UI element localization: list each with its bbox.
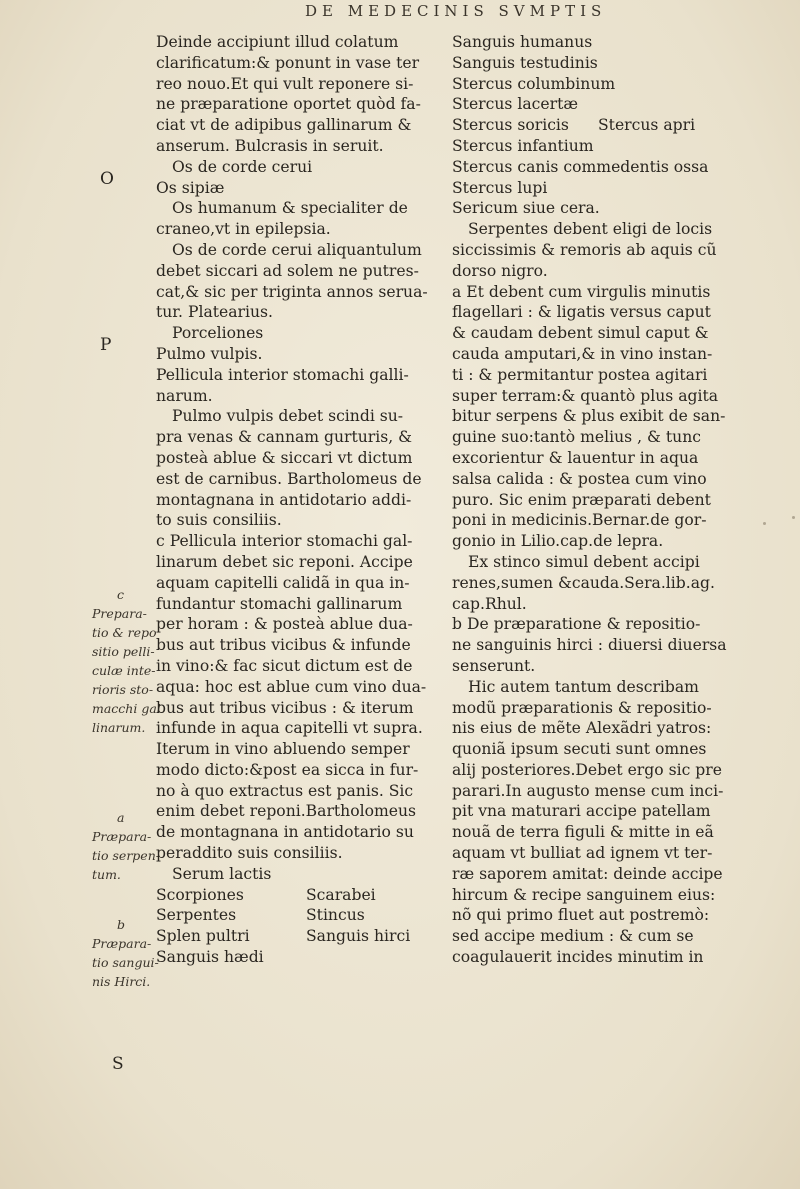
margin-note-b xyxy=(92,915,159,991)
text-line: super terram:& quantò plus agita xyxy=(452,386,719,405)
item-name: Serpentes xyxy=(156,906,237,925)
item-name: Stercus soricis xyxy=(452,116,569,135)
margin-ref: b xyxy=(117,917,126,932)
margin-line: macchi gal xyxy=(92,701,161,716)
text-line: Ex stinco simul debent accipi xyxy=(468,552,700,571)
margin-line: sitio pelli- xyxy=(92,644,155,659)
text-line: peraddito suis consiliis. xyxy=(156,844,343,863)
text-line: Pulmo vulpis. xyxy=(156,344,263,363)
item-pair xyxy=(156,905,436,926)
text-line: Porceliones xyxy=(172,324,264,343)
text-line: salsa calida : & postea cum vino xyxy=(452,469,707,488)
text-line: infunde in aqua capitelli vt supra. xyxy=(156,719,423,738)
text-line: aquam capitelli calidã in qua in- xyxy=(156,573,410,592)
item-name: Splen pultri xyxy=(156,927,250,946)
text-line: Os de corde cerui xyxy=(172,157,313,176)
text-line: coagulauerit incides minutim in xyxy=(452,948,704,967)
text-line: pit vna maturari accipe patellam xyxy=(452,802,711,821)
text-line: pra venas & cannam gurturis, & xyxy=(156,428,413,447)
text-line: ciat vt de adipibus gallinarum & xyxy=(156,116,412,135)
text-line: Serum lactis xyxy=(172,864,272,883)
text-line: senserunt. xyxy=(452,656,536,675)
text-line: modo dicto:&post ea sicca in fur- xyxy=(156,760,419,779)
text-line: Serpentes debent eligi de locis xyxy=(468,220,713,239)
text-line: est de carnibus. Bartholomeus de xyxy=(156,469,422,488)
text-line: montagnana in antidotario addi- xyxy=(156,490,412,509)
margin-line: linarum. xyxy=(92,720,146,735)
text-line: sed accipe medium : & cum se xyxy=(452,927,694,946)
text-line: cauda amputari,& in vino instan- xyxy=(452,344,713,363)
text-line: nouã de terra figuli & mitte in eã xyxy=(452,823,714,842)
text-line: bus aut tribus vicibus & infunde xyxy=(156,636,411,655)
text-line: hircum & recipe sanguinem eius: xyxy=(452,885,716,904)
text-line: in vino:& fac sicut dictum est de xyxy=(156,656,413,675)
text-line: a Et debent cum virgulis minutis xyxy=(452,282,711,301)
text-line: Os sipiæ xyxy=(156,178,225,197)
text-line: & caudam debent simul caput & xyxy=(452,324,709,343)
text-line: per horam : & posteà ablue dua- xyxy=(156,615,413,634)
margin-line: Præpara- xyxy=(92,936,152,951)
text-line: Stercus lacertæ xyxy=(452,95,578,114)
item-pair xyxy=(156,947,436,968)
text-line: aquam vt bulliat ad ignem vt ter- xyxy=(452,844,713,863)
text-line: no à quo extractus est panis. Sic xyxy=(156,781,414,800)
text-line: narum. xyxy=(156,386,213,405)
text-line: linarum debet sic reponi. Accipe xyxy=(156,552,413,571)
text-line: b De præparatione & repositio- xyxy=(452,615,701,634)
text-line: modũ præparationis & repositio- xyxy=(452,698,712,717)
text-line: poni in medicinis.Bernar.de gor- xyxy=(452,511,707,530)
item-name: Scorpiones xyxy=(156,885,244,904)
text-line: ne sanguinis hirci : diuersi diuersa xyxy=(452,636,727,655)
item-name: Scarabei xyxy=(306,885,376,904)
text-line: Stercus canis commedentis ossa xyxy=(452,157,709,176)
text-line: tur. Platearius. xyxy=(156,303,273,322)
margin-line: tum. xyxy=(92,867,121,882)
text-line: Stercus lupi xyxy=(452,178,548,197)
text-line: guine suo:tantò melius , & tunc xyxy=(452,428,701,447)
text-line: anserum. Bulcrasis in seruit. xyxy=(156,136,384,155)
text-line: Os de corde cerui aliquantulum xyxy=(172,240,422,259)
text-line: aqua: hoc est ablue cum vino dua- xyxy=(156,677,427,696)
margin-line: Prepara- xyxy=(92,606,147,621)
margin-ref: a xyxy=(117,810,125,825)
text-line: Os humanum & specialiter de xyxy=(172,199,408,218)
ink-speck xyxy=(792,516,795,519)
text-line: Sanguis testudinis xyxy=(452,53,598,72)
text-line: alij posteriores.Debet ergo sic pre xyxy=(452,760,722,779)
text-line: ti : & permitantur postea agitari xyxy=(452,365,708,384)
item-name: Stercus apri xyxy=(598,116,696,135)
text-line: renes,sumen &cauda.Sera.lib.ag. xyxy=(452,573,715,592)
text-line: c Pellicula interior stomachi gal- xyxy=(156,532,413,551)
text-line: debet siccari ad solem ne putres- xyxy=(156,261,419,280)
text-line: Deinde accipiunt illud colatum xyxy=(156,33,399,51)
margin-line: rioris sto- xyxy=(92,682,154,697)
text-line: bitur serpens & plus exibit de san- xyxy=(452,407,726,426)
item-pair xyxy=(156,926,436,947)
text-line: Sericum siue cera. xyxy=(452,199,600,218)
text-line: enim debet reponi.Bartholomeus xyxy=(156,802,417,821)
margin-line: culæ inte- xyxy=(92,663,156,678)
text-line: gonio in Lilio.cap.de lepra. xyxy=(452,532,664,551)
right-column xyxy=(452,32,764,968)
section-letter-o: O xyxy=(100,169,114,189)
text-line: Stercus columbinum xyxy=(452,74,616,93)
margin-line: nis Hirci. xyxy=(92,974,151,989)
text-line: excorientur & lauentur in aqua xyxy=(452,448,699,467)
text-line: flagellari : & ligatis versus caput xyxy=(452,303,711,322)
text-line: siccissimis & remoris ab aquis cũ xyxy=(452,240,717,259)
section-letter-s: S xyxy=(112,1054,124,1074)
text-line: Sanguis humanus xyxy=(452,33,593,51)
item-pair xyxy=(452,115,764,136)
margin-note-c xyxy=(92,585,161,737)
margin-line: tio & repo xyxy=(92,625,157,640)
text-line: Stercus infantium xyxy=(452,136,594,155)
item-name: Sanguis hædi xyxy=(156,948,264,967)
text-line: Hic autem tantum describam xyxy=(468,677,699,696)
text-line: ne præparatione oportet quòd fa- xyxy=(156,95,421,114)
margin-note-a xyxy=(92,808,160,884)
text-line: ræ saporem amitat: deinde accipe xyxy=(452,864,723,883)
text-line: Iterum in vino abluendo semper xyxy=(156,740,410,759)
text-line: parari.In augusto mense cum inci- xyxy=(452,781,724,800)
text-line: reo nouo.Et qui vult reponere si- xyxy=(156,74,414,93)
item-name: Sanguis hirci xyxy=(306,927,411,946)
text-line: bus aut tribus vicibus : & iterum xyxy=(156,698,414,717)
text-line: cap.Rhul. xyxy=(452,594,527,613)
item-pair xyxy=(156,885,436,906)
running-head: DE MEDECINIS SVMPTIS xyxy=(305,2,607,20)
text-line: Pellicula interior stomachi galli- xyxy=(156,365,409,384)
text-line: craneo,vt in epilepsia. xyxy=(156,220,331,239)
margin-line: tio serpen- xyxy=(92,848,160,863)
text-line: nis eius de mẽte Alexãdri yatros: xyxy=(452,719,712,738)
text-line: dorso nigro. xyxy=(452,261,548,280)
text-line: Pulmo vulpis debet scindi su- xyxy=(172,407,404,426)
margin-ref: c xyxy=(117,587,125,602)
text-line: de montagnana in antidotario su xyxy=(156,823,414,842)
text-line: fundantur stomachi gallinarum xyxy=(156,594,403,613)
margin-line: Præpara- xyxy=(92,829,152,844)
text-line: cat,& sic per triginta annos serua- xyxy=(156,282,428,301)
text-line: clarificatum:& ponunt in vase ter xyxy=(156,53,420,72)
text-line: puro. Sic enim præparati debent xyxy=(452,490,711,509)
ink-speck xyxy=(763,522,766,525)
text-line: posteà ablue & siccari vt dictum xyxy=(156,448,413,467)
text-line: to suis consiliis. xyxy=(156,511,282,530)
item-name: Stincus xyxy=(306,906,365,925)
text-line: quoniã ipsum secuti sunt omnes xyxy=(452,740,707,759)
text-line: nõ qui primo fluet aut postremò: xyxy=(452,906,710,925)
section-letter-p: P xyxy=(100,335,112,355)
margin-line: tio sangui- xyxy=(92,955,159,970)
left-column xyxy=(156,32,436,968)
